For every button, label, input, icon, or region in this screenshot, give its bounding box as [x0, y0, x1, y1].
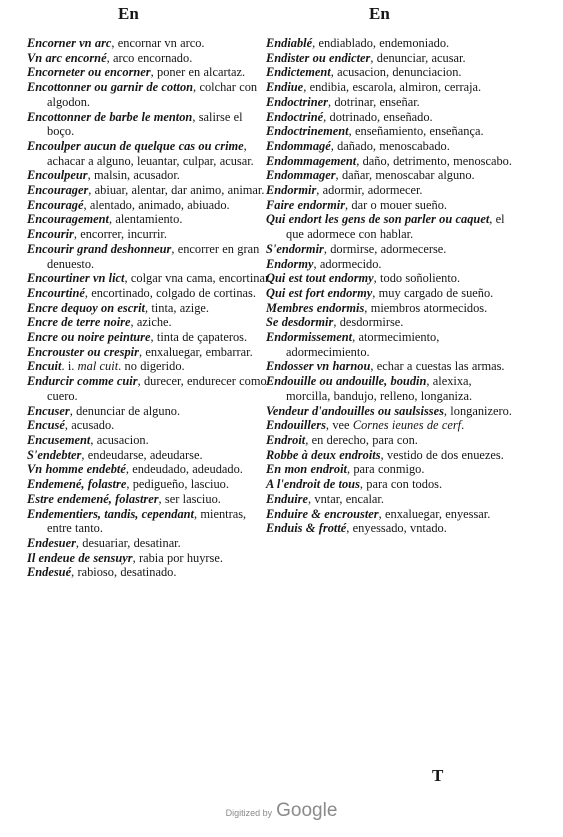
entry-headword: Faire endormir: [266, 197, 346, 212]
entry-headword: Endommagé: [266, 138, 331, 153]
watermark-prefix: Digitized by: [225, 808, 273, 818]
entry-translation: , alentamiento.: [108, 212, 183, 227]
entry-translation-tail: . no digerido.: [118, 359, 185, 374]
entry-headword: Endommager: [266, 168, 336, 183]
dictionary-entry: [27, 448, 273, 463]
entry-translation: , malsin, acusador.: [87, 168, 180, 183]
entry-translation: , dar o mouer sueño.: [345, 197, 447, 212]
entry-translation: , daño, detrimento, menoscabo.: [356, 153, 512, 168]
entry-headword: Encouragement: [27, 212, 109, 227]
entry-translation: , poner en alcartaz.: [150, 65, 246, 80]
entry-headword: Endouille ou andouille, boudin: [266, 374, 427, 389]
dictionary-entry: [27, 286, 273, 301]
entry-headword: Endurcir comme cuir: [27, 374, 138, 389]
entry-translation: , tinta, azige.: [144, 300, 210, 315]
entry-translation: , para con todos.: [359, 477, 443, 492]
entry-headword: Encourager: [27, 183, 89, 198]
entry-translation: , dotrinado, enseñado.: [323, 109, 433, 124]
entry-translation: , endibia, escarola, almiron, cerraja.: [303, 80, 482, 95]
entry-headword: Encorneter ou encorner: [27, 65, 151, 80]
right-column: [266, 36, 516, 536]
entry-translation: , adormir, adormecer.: [316, 183, 423, 198]
entry-translation: , vntar, encalar.: [308, 491, 384, 506]
dictionary-entry: [27, 359, 273, 374]
entry-headword: Endoctriné: [266, 109, 324, 124]
google-logo: Google: [276, 800, 338, 821]
dictionary-entry: [266, 212, 516, 241]
dictionary-entry: [27, 212, 273, 227]
entry-translation: , dotrinar, enseñar.: [327, 94, 420, 109]
entry-translation: . i.: [61, 359, 78, 374]
dictionary-entry: [27, 345, 273, 360]
dictionary-entry: [27, 418, 273, 433]
dictionary-entry: [266, 95, 516, 110]
entry-translation: , acusacion.: [90, 432, 149, 447]
entry-headword: Encre dequoy on escrit: [27, 300, 145, 315]
entry-translation: , salirse el boço.: [47, 109, 243, 139]
entry-translation: , abiuar, alentar, dar animo, animar.: [88, 183, 265, 198]
entry-translation: , endiablado, endemoniado.: [312, 36, 450, 50]
entry-headword: Endouillers: [266, 418, 326, 433]
entry-headword: Endormir: [266, 183, 317, 198]
dictionary-entry: [266, 110, 516, 125]
entry-headword: Il endeue de sensuyr: [27, 550, 133, 565]
entry-headword: Estre endemené, folastrer: [27, 491, 159, 506]
entry-translation: , desuariar, desatinar.: [75, 535, 181, 550]
dictionary-entry: [27, 139, 273, 168]
dictionary-entry: [27, 330, 273, 345]
dictionary-entry: [27, 183, 273, 198]
entry-translation: , aziche.: [130, 315, 172, 330]
entry-translation: , el que adormece con hablar.: [286, 212, 505, 242]
entry-headword: Endoctriner: [266, 94, 328, 109]
entry-translation: , todo soñoliento.: [373, 271, 461, 286]
dictionary-entry: [266, 404, 516, 419]
entry-headword: Vn homme endebté: [27, 462, 126, 477]
entry-headword: Encourir: [27, 227, 74, 242]
entry-translation: , enxaluegar, embarrar.: [138, 344, 253, 359]
dictionary-entry: [27, 315, 273, 330]
entry-translation: , denunciar, acusar.: [370, 50, 466, 65]
entry-headword: Se desdormir: [266, 315, 334, 330]
dictionary-entry: [27, 301, 273, 316]
dictionary-entry: [266, 65, 516, 80]
entry-headword: Endemené, folastre: [27, 477, 127, 492]
entry-translation: , achacar a alguno, leuantar, culpar, acusar.: [47, 138, 254, 168]
entry-translation-tail: .: [461, 418, 465, 433]
dictionary-entry: [266, 168, 516, 183]
dictionary-entry: [27, 271, 273, 286]
entry-translation: , alentado, animado, abiuado.: [83, 197, 230, 212]
entry-headword: Enduis & frotté: [266, 521, 347, 536]
entry-headword: Qui est fort endormy: [266, 285, 373, 300]
entry-translation: , arco encornado.: [106, 50, 193, 65]
dictionary-entry: [27, 374, 273, 403]
entry-translation: , endeudado, adeudado.: [125, 462, 243, 477]
entry-translation: , tinta de çapateros.: [150, 330, 248, 345]
dictionary-entry: [266, 448, 516, 463]
dictionary-entry: [27, 168, 273, 183]
entry-headword: Qui endort les gens de son parler ou caquet: [266, 212, 490, 227]
entry-translation: , atormecimiento, adormecimiento.: [286, 330, 440, 359]
entry-headword: Encouragé: [27, 197, 84, 212]
entry-headword: Encoulpeur: [27, 168, 88, 183]
entry-translation: , rabia por huyrse.: [132, 550, 223, 565]
dictionary-entry: [27, 507, 273, 536]
dictionary-entry: [266, 257, 516, 272]
dictionary-entry: [266, 359, 516, 374]
dictionary-entry: [27, 65, 273, 80]
entry-translation: , encorrer, incurrir.: [73, 227, 167, 242]
entry-headword: Encrouster ou crespir: [27, 344, 139, 359]
dictionary-entry: [266, 183, 516, 198]
entry-translation: , dañado, menoscabado.: [330, 138, 450, 153]
dictionary-entry: [266, 301, 516, 316]
dictionary-entry: [266, 374, 516, 403]
dictionary-entry: [27, 51, 273, 66]
entry-headword: Encusement: [27, 432, 91, 447]
entry-translation: , encorrer en gran denuesto.: [47, 241, 260, 271]
dictionary-entry: [27, 36, 273, 51]
running-head-left: En: [118, 4, 139, 23]
entry-translation: , echar a cuestas las armas.: [370, 359, 505, 374]
entry-headword: Encourir grand deshonneur: [27, 241, 172, 256]
dictionary-entry: [266, 286, 516, 301]
dictionary-entry: [266, 418, 516, 433]
dictionary-entry: [266, 492, 516, 507]
entry-headword: Encoulper aucun de quelque cas ou crime: [27, 138, 244, 153]
dictionary-entry: [27, 227, 273, 242]
entry-headword: Encorner vn arc: [27, 36, 112, 50]
entry-headword: Endesué: [27, 565, 72, 580]
catchword: T: [432, 766, 444, 785]
dictionary-entry: [27, 242, 273, 271]
dictionary-entry: [27, 404, 273, 419]
entry-headword: S'endormir: [266, 241, 324, 256]
entry-translation: , dormirse, adormecerse.: [323, 241, 447, 256]
entry-translation: , ser lasciuo.: [158, 491, 221, 506]
entry-translation: , enxaluegar, enyessar.: [378, 506, 491, 521]
dictionary-entry: [27, 477, 273, 492]
entry-translation: , acusado.: [64, 418, 115, 433]
running-head-right: En: [369, 4, 390, 23]
dictionary-entry: [266, 198, 516, 213]
entry-cross-reference: Cornes ieunes de cerf: [352, 418, 462, 433]
entry-headword: Encottonner de barbe le menton: [27, 109, 193, 124]
entry-headword: Enduire: [266, 491, 309, 506]
entry-headword: Endroit: [266, 432, 306, 447]
entry-translation: , endeudarse, adeudarse.: [81, 447, 203, 462]
entry-headword: Encottonner ou garnir de cotton: [27, 80, 194, 95]
dictionary-entry: [27, 462, 273, 477]
dictionary-entry: [266, 507, 516, 522]
dictionary-entry: [27, 80, 273, 109]
dictionary-entry: [266, 242, 516, 257]
entry-headword: En mon endroit: [266, 462, 347, 477]
entry-translation: , encornar vn arco.: [111, 36, 205, 50]
entry-headword: Vendeur d'andouilles ou saulsisses: [266, 403, 444, 418]
dictionary-entry: [266, 462, 516, 477]
entry-headword: Endiue: [266, 80, 304, 95]
entry-headword: Endementiers, tandis, cependant: [27, 506, 194, 521]
entry-headword: Endosser vn harnou: [266, 359, 371, 374]
entry-translation: , vestido de dos enuezes.: [380, 447, 504, 462]
watermark: [0, 800, 563, 822]
dictionary-entry: [266, 51, 516, 66]
entry-translation: , rabioso, desatinado.: [71, 565, 177, 580]
entry-headword: Qui est tout endormy: [266, 271, 374, 286]
entry-headword: Enduire & encrouster: [266, 506, 379, 521]
dictionary-entry: [27, 492, 273, 507]
entry-translation: , colchar con algodon.: [47, 80, 258, 109]
entry-translation: , enyessado, vntado.: [346, 521, 447, 536]
dictionary-entry: [266, 271, 516, 286]
entry-headword: Encuit: [27, 359, 62, 374]
entry-translation: , acusacion, denunciacion.: [330, 65, 462, 80]
entry-headword: Encre ou noire peinture: [27, 330, 151, 345]
dictionary-entry: [266, 330, 516, 359]
dictionary-entry: [266, 124, 516, 139]
dictionary-entry: [266, 154, 516, 169]
entry-headword: Endormissement: [266, 330, 353, 345]
entry-translation: , para conmigo.: [346, 462, 425, 477]
entry-translation: , durecer, endurecer como cuero.: [47, 374, 267, 403]
entry-headword: Encourtiné: [27, 285, 85, 300]
entry-headword: Endictement: [266, 65, 331, 80]
dictionary-entry: [266, 433, 516, 448]
entry-translation: , mientras, entre tanto.: [47, 506, 247, 536]
entry-translation: , alexixa, morcilla, bandujo, relleno, longaniza.: [286, 374, 473, 403]
left-column: [27, 36, 273, 580]
entry-translation: , muy cargado de sueño.: [372, 285, 494, 300]
entry-headword: Endommagement: [266, 153, 357, 168]
entry-translation: , pedigueño, lasciuo.: [126, 477, 229, 492]
entry-translation: , desdormirse.: [333, 315, 404, 330]
entry-headword: Endormy: [266, 256, 314, 271]
entry-headword: Endiablé: [266, 36, 313, 50]
entry-headword: Endister ou endicter: [266, 50, 371, 65]
dictionary-entry: [266, 521, 516, 536]
entry-translation: , encortinado, colgado de cortinas.: [84, 285, 256, 300]
dictionary-entry: [27, 433, 273, 448]
dictionary-entry: [27, 198, 273, 213]
entry-translation: , vee: [325, 418, 353, 433]
entry-headword: Endesuer: [27, 535, 76, 550]
dictionary-entry: [266, 80, 516, 95]
entry-cross-reference: mal cuit: [77, 359, 119, 374]
dictionary-entry: [27, 536, 273, 551]
entry-headword: Encuser: [27, 403, 70, 418]
entry-headword: Robbe à deux endroits: [266, 447, 381, 462]
entry-translation: , longanizero.: [443, 403, 512, 418]
dictionary-entry: [27, 565, 273, 580]
entry-translation: , adormecido.: [313, 256, 382, 271]
entry-translation: , dañar, menoscabar alguno.: [335, 168, 475, 183]
entry-headword: Encourtiner vn lict: [27, 271, 125, 286]
entry-headword: Encre de terre noire: [27, 315, 131, 330]
entry-headword: Endoctrinement: [266, 124, 349, 139]
dictionary-entry: [27, 551, 273, 566]
entry-headword: Encusé: [27, 418, 65, 433]
dictionary-entry: [266, 139, 516, 154]
entry-translation: , enseñamiento, enseñança.: [348, 124, 484, 139]
entry-headword: A l'endroit de tous: [266, 477, 360, 492]
entry-translation: , colgar vna cama, encortinar.: [124, 271, 272, 286]
dictionary-entry: [266, 36, 516, 51]
dictionary-entry: [266, 477, 516, 492]
entry-headword: Vn arc encorné: [27, 50, 107, 65]
entry-headword: S'endebter: [27, 447, 82, 462]
entry-headword: Membres endormis: [266, 300, 365, 315]
dictionary-entry: [27, 110, 273, 139]
dictionary-entry: [266, 315, 516, 330]
entry-translation: , denunciar de alguno.: [69, 403, 181, 418]
entry-translation: , miembros atormecidos.: [364, 300, 488, 315]
entry-translation: , en derecho, para con.: [305, 432, 418, 447]
